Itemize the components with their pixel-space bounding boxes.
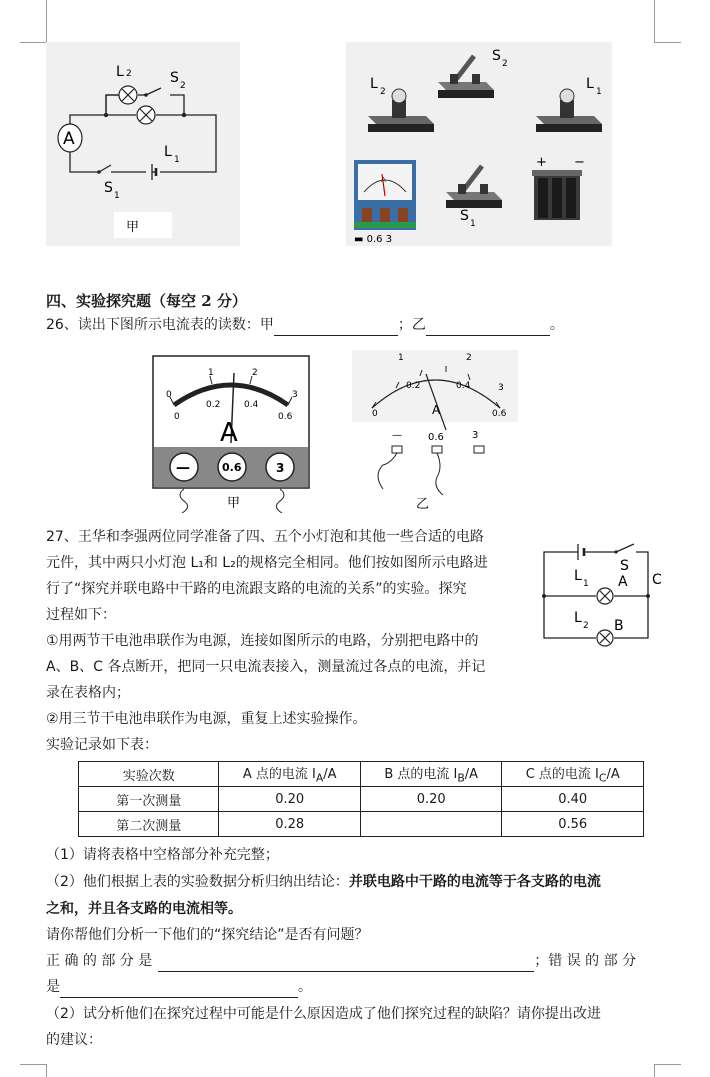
meter-terminals-label: ▬ 0.6 3	[354, 234, 393, 245]
q27-line-3: 行了“探究并联电路中干路的电流跟支路的电流的关系”的实验。探究	[46, 581, 467, 597]
q27-sub2-line1	[46, 871, 601, 893]
q27-sub2-prefix: （2）他们根据上表的实验数据分析归纳出结论：	[46, 874, 349, 890]
jia-top-0: 0	[166, 390, 172, 400]
jia-bot-2: 0.4	[244, 400, 259, 410]
label-s2-right: S	[492, 48, 501, 64]
answer-blank-yi[interactable]	[426, 319, 550, 336]
caption-jia: 甲	[227, 496, 241, 511]
parallel-circuit-diagram	[538, 538, 670, 650]
header-trial: 实验次数	[79, 762, 219, 787]
q27-line-1: 27、王华和李强两位同学准备了四、五个小灯泡和其他一些合适的电路	[46, 529, 484, 545]
q27-conclusion-1: 并联电路中干路的电流等于各支路的电流	[348, 874, 601, 890]
answer-blank-wrong[interactable]	[60, 981, 298, 998]
label-s2-right-sub: 2	[502, 59, 508, 69]
jia-unit: A	[220, 418, 238, 448]
q27-correct-line	[46, 950, 636, 972]
jia-terminal-3: 3	[276, 461, 285, 475]
yi-bot-2: 0.4	[456, 381, 471, 391]
cell-current-b: 0.20	[360, 787, 502, 812]
yi-terminal-06: 0.6	[428, 432, 444, 443]
yi-bot-0: 0	[372, 409, 378, 419]
crop-mark-bottom-left	[20, 1064, 47, 1077]
jia-top-2: 2	[252, 368, 258, 378]
circuit-label-l1: L	[574, 568, 582, 584]
q27-line-9: 实验记录如下表：	[46, 737, 158, 753]
table-header-row	[79, 762, 644, 787]
cell-current-a: 0.28	[219, 812, 361, 837]
yi-top-2: 2	[466, 353, 472, 363]
circuit-label-l2: L	[574, 610, 582, 626]
yi-top-3: 3	[498, 383, 504, 393]
q27-ask: 请你帮他们分析一下他们的“探究结论”是否有问题？	[46, 927, 369, 943]
crop-mark-top-right	[654, 0, 681, 43]
q27-line-6: A、B、C 各点断开，把同一只电流表接入，测量流过各点的电流，并记	[46, 659, 486, 675]
label-l2-sub: 2	[126, 69, 132, 79]
q27-sub3-line1: （2）试分析他们在探究过程中可能是什么原因造成了他们探究过程的缺陷？请你提出改进	[46, 1006, 601, 1022]
battery-minus-label: −	[574, 155, 585, 170]
ammeter-yi-svg	[350, 348, 520, 516]
q27-line-5: ①用两节干电池串联作为电源，连接如图所示的电路，分别把电路中的	[46, 633, 479, 649]
figure-caption-jia: 甲	[126, 220, 140, 235]
ammeter-yi	[350, 348, 520, 516]
circuit-label-c: C	[652, 572, 662, 588]
lamp-holder-l2	[368, 89, 434, 132]
jia-bot-3: 0.6	[278, 412, 293, 422]
circuit-label-a: A	[618, 574, 628, 590]
table-row	[79, 787, 644, 812]
jia-bot-0: 0	[174, 412, 180, 422]
caption-yi: 乙	[416, 497, 430, 512]
label-l1: L	[164, 144, 172, 160]
jia-terminal-neg: —	[176, 460, 190, 476]
q26-mid: ；乙	[397, 317, 426, 333]
physical-components-figure	[346, 42, 612, 246]
q27-sub3-line2: 的建议：	[46, 1032, 102, 1048]
ammeter-device	[354, 160, 416, 230]
q27-line-2: 元件，其中两只小灯泡 L₁和 L₂的规格完全相同。他们按如图所示电路进	[46, 555, 488, 571]
section-title: 四、实验探究题（每空 2 分）	[46, 292, 247, 310]
ammeter-jia-svg	[152, 355, 310, 513]
label-s1-right-sub: 1	[470, 219, 476, 229]
q27-conclusion-2: 之和，并且各支路的电流相等。	[46, 901, 242, 917]
cell-current-a: 0.20	[219, 787, 361, 812]
cell-current-c: 0.56	[502, 812, 644, 837]
cell-trial: 第二次测量	[79, 812, 219, 837]
header-current-a: A 点的电流 $I_A/A$	[219, 762, 361, 787]
q26-prefix: 26、读出下图所示电流表的读数：甲	[46, 317, 274, 333]
label-l1-sub: 1	[174, 155, 180, 165]
switch-s1	[446, 166, 502, 208]
cell-trial: 第一次测量	[79, 787, 219, 812]
meter-a-label: A	[63, 129, 75, 149]
answer-blank-jia[interactable]	[274, 319, 398, 336]
q27-wrong-line	[46, 976, 312, 998]
circuit-diagram-jia	[46, 42, 240, 246]
crop-mark-top-left	[20, 0, 47, 43]
battery-pack	[532, 170, 582, 220]
label-s2: S	[170, 70, 179, 86]
components-svg	[346, 42, 612, 246]
cell-current-b-blank[interactable]	[360, 812, 502, 837]
jia-bot-1: 0.2	[206, 400, 221, 410]
circuit-label-l1-sub: 1	[583, 579, 589, 589]
yi-unit: A	[432, 403, 441, 417]
yi-bot-3: 0.6	[492, 409, 507, 419]
jia-terminal-06: 0.6	[222, 461, 242, 474]
correct-part-label: 正 确 的 部 分 是	[46, 953, 153, 969]
label-l2: L	[116, 64, 124, 80]
label-l1-right: L	[586, 76, 594, 92]
battery-plus-label: +	[536, 155, 547, 170]
circuit-label-s: S	[620, 558, 629, 574]
switch-s2	[438, 56, 494, 98]
wrong-part-label-cont: 是	[46, 979, 60, 995]
q27-sub1: （1）请将表格中空格部分补充完整；	[46, 847, 279, 863]
label-s1-sub: 1	[114, 191, 120, 201]
label-s1: S	[104, 180, 113, 196]
yi-top-1: 1	[398, 353, 404, 363]
experiment-record-table	[78, 761, 644, 837]
question-26	[46, 314, 564, 336]
jia-top-3: 3	[292, 390, 298, 400]
q27-line-7: 录在表格内；	[46, 685, 130, 701]
header-current-b: B 点的电流 $I_B/A$	[360, 762, 502, 787]
crop-mark-bottom-right	[654, 1064, 681, 1077]
circuit-label-l2-sub: 2	[583, 621, 589, 631]
label-l2-right-sub: 2	[380, 87, 386, 97]
svg-text:A: A	[381, 176, 386, 184]
yi-bot-1: 0.2	[406, 381, 421, 391]
cell-current-c: 0.40	[502, 787, 644, 812]
lamp-holder-l1	[536, 89, 602, 132]
table-row	[79, 812, 644, 837]
ammeter-jia	[152, 355, 310, 513]
wrong-part-label: ；错 误 的 部 分	[534, 953, 637, 969]
yi-terminal-neg: —	[392, 430, 402, 441]
answer-blank-correct[interactable]	[158, 955, 534, 972]
q27-line-8: ②用三节干电池串联作为电源，重复上述实验操作。	[46, 711, 367, 727]
circuit-jia-svg	[46, 42, 240, 246]
label-s2-sub: 2	[180, 81, 186, 91]
label-l1-right-sub: 1	[596, 87, 602, 97]
label-s1-right: S	[460, 208, 469, 224]
header-current-c: C 点的电流 $I_C/A$	[502, 762, 644, 787]
q27-line-4: 过程如下：	[46, 607, 116, 623]
q26-suffix: 。	[549, 317, 564, 333]
parallel-circuit-svg	[538, 538, 670, 650]
label-l2-right: L	[370, 76, 378, 92]
wrong-part-period: 。	[298, 979, 312, 995]
circuit-label-b: B	[614, 618, 624, 634]
yi-terminal-3: 3	[472, 430, 479, 441]
jia-top-1: 1	[208, 368, 214, 378]
